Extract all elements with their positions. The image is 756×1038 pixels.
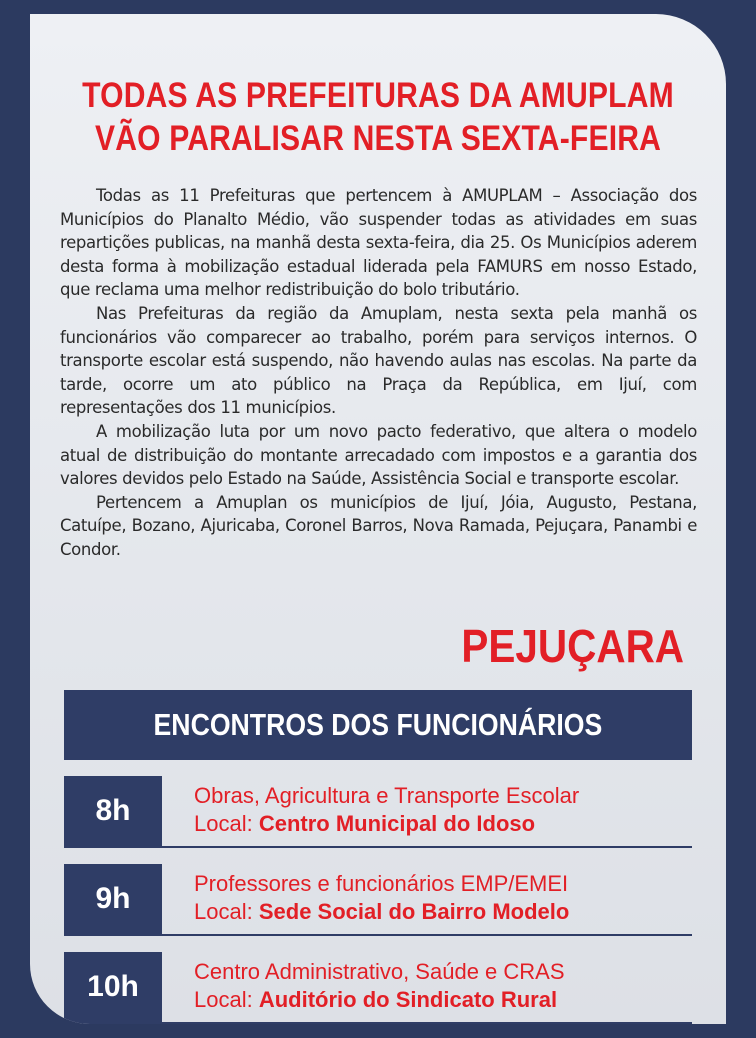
location-place: Auditório do Sindicato Rural xyxy=(258,987,558,1012)
paragraph-3: A mobilização luta por um novo pacto federativo, que altera o modelo atual de distribuição do montante arrecadado com impostos e a garantia dos valores devidos pelo Estado na Saúde, Assistência Social e transporte escolar. xyxy=(60,421,697,489)
schedule-time: 10h xyxy=(64,952,162,1022)
meetings-banner xyxy=(64,690,692,760)
headline-line-1: TODAS AS PREFEITURAS DA AMUPLAM xyxy=(82,76,674,115)
city-title: PEJUÇARA xyxy=(461,620,684,672)
article-body xyxy=(60,184,697,562)
schedule-location xyxy=(194,810,579,838)
schedule-info xyxy=(194,782,579,838)
schedule-group: Centro Administrativo, Saúde e CRAS xyxy=(194,959,565,984)
schedule-location xyxy=(194,986,565,1014)
location-place: Centro Municipal do Idoso xyxy=(258,811,536,836)
headline xyxy=(79,74,678,160)
schedule-info xyxy=(194,870,569,926)
location-label: Local: xyxy=(194,987,253,1012)
meetings-banner-title: ENCONTROS DOS FUNCIONÁRIOS xyxy=(153,707,603,742)
schedule-time: 8h xyxy=(64,776,162,846)
schedule-row-8h xyxy=(64,776,692,848)
schedule-group: Obras, Agricultura e Transporte Escolar xyxy=(194,783,580,808)
schedule-time: 9h xyxy=(64,864,162,934)
schedule-location xyxy=(194,898,569,926)
headline-line-2: VÃO PARALISAR NESTA SEXTA-FEIRA xyxy=(94,119,662,158)
meeting-schedule xyxy=(64,776,692,1024)
poster-card xyxy=(30,14,726,1024)
location-label: Local: xyxy=(194,899,253,924)
schedule-info xyxy=(194,958,565,1014)
paragraph-1: Todas as 11 Prefeituras que pertencem à AMUPLAM – Associação dos Municípios do Planalto Médio, vão suspender todas as atividades em suas repartições publicas, na manhã desta sexta-feira, dia 25. Os Municípios aderem desta forma à mobilização estadual liderada pela FAMURS em nosso Estado, que reclama uma melhor redistribuição do bolo tributário. xyxy=(60,186,697,300)
schedule-group: Professores e funcionários EMP/EMEI xyxy=(194,871,569,896)
location-label: Local: xyxy=(194,811,253,836)
schedule-row-9h xyxy=(64,864,692,936)
paragraph-4: Pertencem a Amuplan os municípios de Ijuí, Jóia, Augusto, Pestana, Catuípe, Bozano, Ajuricaba, Coronel Barros, Nova Ramada, Pejuçara, Panambi e Condor. xyxy=(60,492,697,559)
location-place: Sede Social do Bairro Modelo xyxy=(258,899,570,924)
paragraph-2: Nas Prefeituras da região da Amuplam, nesta sexta pela manhã os funcionários vão comparecer ao trabalho, porém para serviços internos. O transporte escolar está suspendo, não havendo aulas nas escolas. Na parte da tarde, ocorre um ato público na Praça da República, em Ijuí, com representações dos 11 municípios. xyxy=(60,303,697,418)
schedule-row-10h xyxy=(64,952,692,1024)
